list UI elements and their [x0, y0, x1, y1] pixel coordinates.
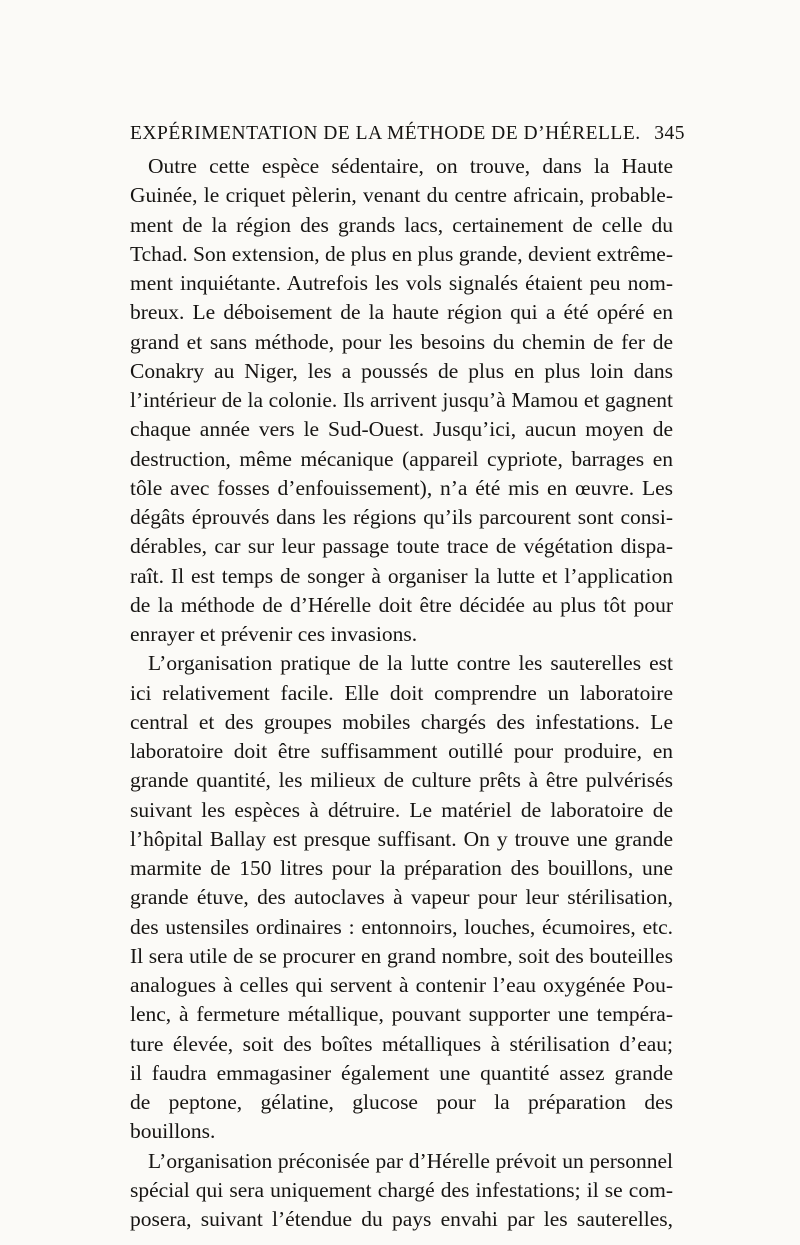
text-line: lenc, à fermeture métallique, pouvant supporter une tempéra- [130, 1002, 673, 1027]
text-line: ment inquiétante. Autrefois les vols signalés étaient peu nom- [130, 271, 673, 295]
text-line: Outre cette espèce sédentaire, on trouve, dans la Haute [148, 154, 673, 178]
running-header [130, 121, 685, 147]
text-line: destruction, même mécanique (appareil cypriote, barrages en [130, 446, 673, 471]
text-line: Conakry au Niger, les a poussés de plus en plus loin dans [130, 358, 673, 383]
text-line: breux. Le déboisement de la haute région qui a été opéré en [130, 300, 673, 325]
text-line: grand et sans méthode, pour les besoins du chemin de fer de [130, 329, 673, 354]
running-title: EXPÉRIMENTATION DE LA MÉTHODE DE D’HÉRELLE. [130, 123, 641, 144]
text-line: de peptone, gélatine, glucose pour la préparation des [130, 1090, 673, 1114]
text-line: Tchad. Son extension, de plus en plus grande, devient extrême- [130, 241, 674, 266]
text-line: de la méthode de d’Hérelle doit être décidée au plus tôt pour [130, 592, 673, 617]
text-line: Il sera utile de se procurer en grand nombre, soit des bouteilles [130, 943, 673, 968]
text-line: dérables, car sur leur passage toute trace de végétation dispa- [130, 534, 673, 559]
text-line: analogues à celles qui servent à contenir l’eau oxygénée Pou- [130, 973, 673, 997]
text-line: suivant les espèces à détruire. Le matériel de laboratoire de [130, 797, 673, 822]
text-line: L’organisation préconisée par d’Hérelle prévoit un personnel [148, 1148, 673, 1173]
text-line: marmite de 150 litres pour la préparation des bouillons, une [130, 856, 673, 880]
text-line: des ustensiles ordinaires : entonnoirs, louches, écumoires, etc. [130, 914, 673, 939]
body-text [130, 152, 673, 1234]
text-line: Guinée, le criquet pèlerin, venant du centre africain, probable- [130, 183, 673, 208]
text-line: L’organisation pratique de la lutte contre les sauterelles est [148, 651, 673, 676]
text-line: raît. Il est temps de songer à organiser la lutte et l’application [130, 563, 673, 588]
text-line: ment de la région des grands lacs, certainement de celle du [130, 212, 673, 237]
text-line: posera, suivant l’étendue du pays envahi par les sauterelles, [130, 1207, 673, 1231]
text-line: grande quantité, les milieux de culture prêts à être pulvérisés [130, 768, 673, 793]
text-line: enrayer et prévenir ces invasions. [130, 622, 418, 646]
text-line: grande étuve, des autoclaves à vapeur pour leur stérilisation, [130, 885, 673, 910]
text-line: dégâts éprouvés dans les régions qu’ils parcourent sont consi- [130, 505, 673, 529]
text-line: chaque année vers le Sud-Ouest. Jusqu’ici, aucun moyen de [130, 417, 673, 442]
text-line: bouillons. [130, 1119, 216, 1144]
page-number: 345 [654, 123, 685, 144]
text-line: central et des groupes mobiles chargés des infestations. Le [130, 709, 673, 734]
text-line: l’intérieur de la colonie. Ils arrivent jusqu’à Mamou et gagnent [130, 388, 673, 412]
text-line: laboratoire doit être suffisamment outillé pour produire, en [130, 739, 673, 763]
text-line: ici relativement facile. Elle doit comprendre un laboratoire [130, 680, 673, 705]
text-line: tôle avec fosses d’enfouissement), n’a été mis en œuvre. Les [130, 475, 673, 500]
text-line: ture élevée, soit des boîtes métalliques à stérilisation d’eau; [130, 1031, 673, 1056]
text-line: spécial qui sera uniquement chargé des infestations; il se com- [130, 1177, 673, 1202]
text-line: il faudra emmagasiner également une quantité assez grande [130, 1060, 673, 1085]
text-line: l’hôpital Ballay est presque suffisant. On y trouve une grande [130, 826, 673, 851]
